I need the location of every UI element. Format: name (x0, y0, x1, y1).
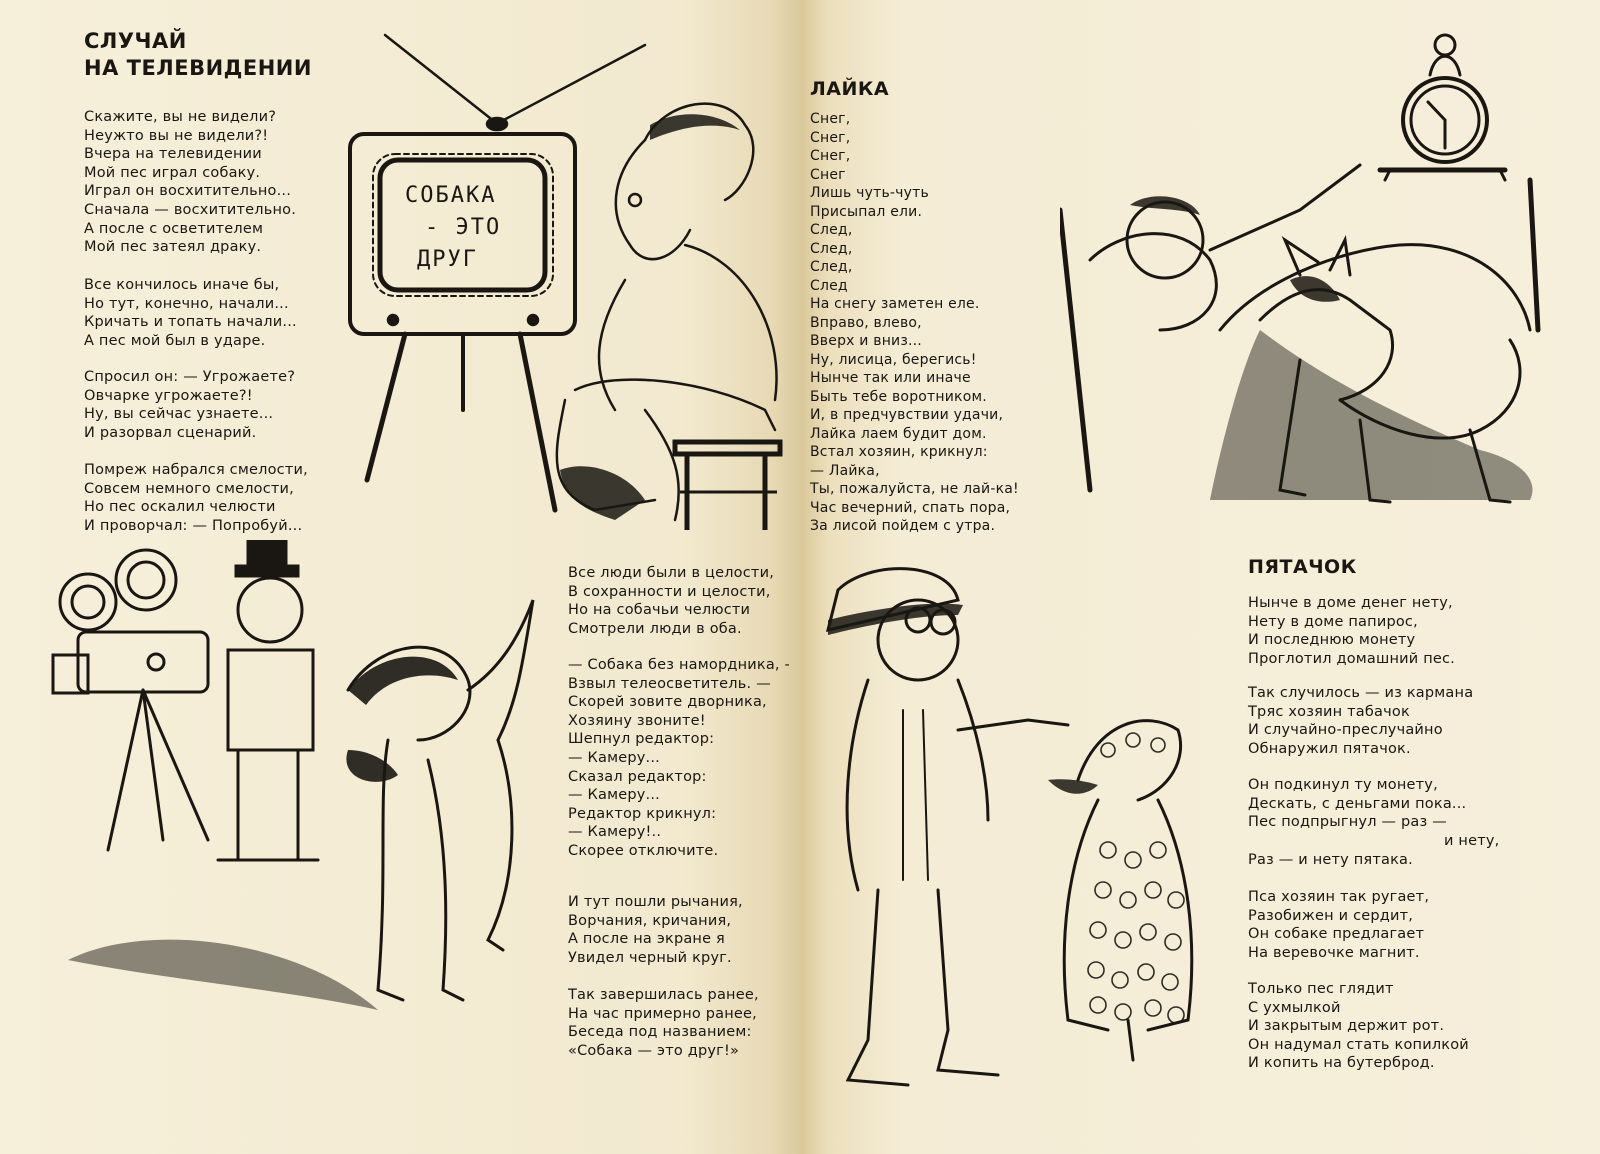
laika-bed-illustration (1060, 30, 1560, 510)
verse-line: Снег, (810, 111, 851, 127)
verse-line: С ухмылкой (1248, 999, 1341, 1016)
verse-line: Вчера на телевидении (84, 146, 262, 163)
verse-line: Дескать, с деньгами пока... (1248, 795, 1467, 812)
verse-line: И закрытым держит рот. (1248, 1018, 1445, 1035)
laika-bed-drawing (1060, 30, 1560, 510)
tv-screen-text: - ЭТО (425, 215, 502, 240)
verse-line: Встал хозяин, крикнул: (810, 444, 988, 460)
verse-line: След, (810, 240, 853, 257)
verse-line: И случайно-преслучайно (1248, 722, 1443, 739)
verse-line: — Камеру!.. (568, 824, 662, 841)
man-curly-dog-illustration (808, 560, 1218, 1120)
verse-line: Присыпал ели. (810, 203, 923, 220)
verse-line: Скажите, вы не видели? (84, 109, 277, 125)
verse-line: Сказал редактор: (568, 768, 707, 785)
verse-line: Помреж набрался смелости, (84, 462, 308, 478)
verse-line: Спросил он: — Угрожаете? (84, 369, 296, 385)
verse-line: Хозяину звоните! (568, 712, 706, 729)
camera-dog-drawing (48, 540, 568, 1040)
verse-line: Мой пес затеял драку. (84, 239, 262, 256)
verse-line: Но тут, конечно, начали... (84, 295, 289, 312)
verse-line: Он подкинул ту монету, (1248, 777, 1438, 793)
verse-line: В сохранности и целости, (568, 583, 771, 600)
verse-line: Овчарке угрожаете?! (84, 387, 253, 404)
verse-line: Час вечерний, спать пора, (810, 499, 1011, 516)
verse-line: Проглотил домашний пес. (1248, 650, 1455, 667)
camera-dog-illustration (48, 540, 568, 1040)
verse-line: Вправо, влево, (810, 314, 922, 331)
verse-line: На снегу заметен еле. (810, 296, 980, 312)
verse-line: След, (810, 259, 853, 275)
verse-line: Скорее отключите. (568, 842, 719, 859)
verse-line: Ну, вы сейчас узнаете... (84, 406, 274, 423)
verse-line: Так случилось — из кармана (1248, 685, 1474, 701)
man-curly-dog-drawing (808, 560, 1218, 1120)
verse-line: Нынче так или иначе (810, 370, 971, 386)
verse-line: Все кончилось иначе бы, (84, 277, 280, 293)
verse-line: «Собака — это друг!» (568, 1042, 740, 1059)
stanza (84, 461, 308, 535)
verse-line: Совсем немного смелости, (84, 480, 294, 497)
tv-viewer-illustration (345, 30, 805, 540)
poem-title-tv (84, 28, 312, 82)
verse-line: Но на собачьи челюсти (568, 602, 751, 619)
verse-line: Раз — и нету пятака. (1248, 852, 1413, 868)
poem-body-laika (810, 110, 1019, 536)
verse-line: Снег, (810, 129, 851, 146)
stanza (568, 986, 759, 1060)
verse-line: На час примерно ранее, (568, 1005, 757, 1022)
verse-line: Ты, пожалуйста, не лай-ка! (810, 481, 1019, 497)
verse-line: Лайка лаем будит дом. (810, 425, 987, 442)
tv-screen-text: ДРУГ (417, 247, 478, 272)
tv-screen-text: СОБАКА (405, 183, 497, 208)
verse-line: Беседа под названием: (568, 1024, 752, 1041)
verse-line: Тряс хозяин табачок (1248, 703, 1410, 720)
verse-line: Неужто вы не видели?! (84, 127, 269, 144)
verse-line: И проворчал: — Попробуй... (84, 517, 303, 534)
verse-line: Разобижен и сердит, (1248, 907, 1414, 924)
verse-line: Лишь чуть-чуть (810, 185, 929, 201)
stanza (568, 656, 790, 861)
verse-line: Но пес оскалил челюсти (84, 499, 276, 516)
verse-line: Кричать и топать начали... (84, 314, 297, 331)
verse-line: Быть тебе воротником. (810, 388, 987, 405)
verse-line: Вверх и вниз... (810, 333, 922, 349)
stanza (84, 276, 297, 350)
verse-line: А пес мой был в ударе. (84, 332, 266, 349)
stanza (1248, 684, 1473, 758)
verse-line: И разорвал сценарий. (84, 424, 257, 441)
verse-line: и нету, (1444, 832, 1500, 849)
stanza (84, 108, 296, 257)
poem-title-piatachok: ПЯТАЧОК (1248, 556, 1357, 578)
stanza (1248, 888, 1429, 962)
tv-viewer-drawing (345, 30, 805, 540)
verse-line: Смотрели люди в оба. (568, 620, 742, 637)
stanza (568, 893, 743, 967)
title-line: СЛУЧАЙ (84, 29, 187, 53)
stanza (1248, 776, 1499, 850)
stanza (84, 368, 295, 442)
verse-line: — Лайка, (810, 462, 880, 479)
verse-line: Снег, (810, 148, 851, 164)
verse-line: След, (810, 222, 853, 238)
verse-line: Увидел черный круг. (568, 949, 732, 966)
verse-line: — Камеру... (568, 749, 660, 766)
verse-line: Редактор крикнул: (568, 805, 717, 822)
verse-line: Ну, лисица, берегись! (810, 351, 977, 368)
verse-line: И тут пошли рычания, (568, 894, 743, 910)
verse-line: А после с осветителем (84, 220, 264, 237)
stanza (568, 564, 774, 638)
verse-line: Шепнул редактор: (568, 731, 715, 748)
title-line: НА ТЕЛЕВИДЕНИИ (84, 56, 312, 80)
verse-line: — Собака без намордника, - (568, 657, 790, 673)
verse-line: Так завершилась ранее, (568, 987, 759, 1003)
verse-line: Обнаружил пятачок. (1248, 740, 1411, 757)
verse-line: Все люди были в целости, (568, 565, 775, 581)
verse-line: Мой пес играл собаку. (84, 164, 261, 181)
stanza (1248, 594, 1455, 668)
stanza (1248, 851, 1413, 870)
verse-line: Сначала — восхитительно. (84, 201, 297, 218)
verse-line: И последнюю монету (1248, 632, 1416, 649)
verse-line: Нету в доме папирос, (1248, 613, 1418, 630)
verse-line: Пса хозяин так ругает, (1248, 889, 1430, 905)
verse-line: Взвыл телеосветитель. — (568, 675, 771, 692)
verse-line: За лисой пойдем с утра. (810, 518, 996, 534)
verse-line: И копить на бутерброд. (1248, 1055, 1435, 1072)
verse-line: На веревочке магнит. (1248, 944, 1420, 961)
stanza (1248, 980, 1469, 1073)
verse-line: — Камеру... (568, 787, 660, 804)
verse-line: Только пес глядит (1248, 981, 1394, 997)
verse-line: Играл он восхитительно... (84, 183, 292, 200)
poem-title-laika: ЛАЙКА (810, 78, 890, 100)
verse-line: Пес подпрыгнул — раз — (1248, 814, 1447, 831)
verse-line: А после на экране я (568, 931, 725, 948)
verse-line: Снег (810, 166, 846, 183)
verse-line: Он надумал стать копилкой (1248, 1036, 1469, 1053)
verse-line: Он собаке предлагает (1248, 926, 1425, 943)
verse-line: И, в предчувствии удачи, (810, 407, 1004, 423)
verse-line: Скорей зовите дворника, (568, 694, 767, 711)
verse-line: Ворчания, кричания, (568, 912, 732, 929)
verse-line: Нынче в доме денег нету, (1248, 595, 1453, 611)
verse-line: След (810, 277, 848, 294)
